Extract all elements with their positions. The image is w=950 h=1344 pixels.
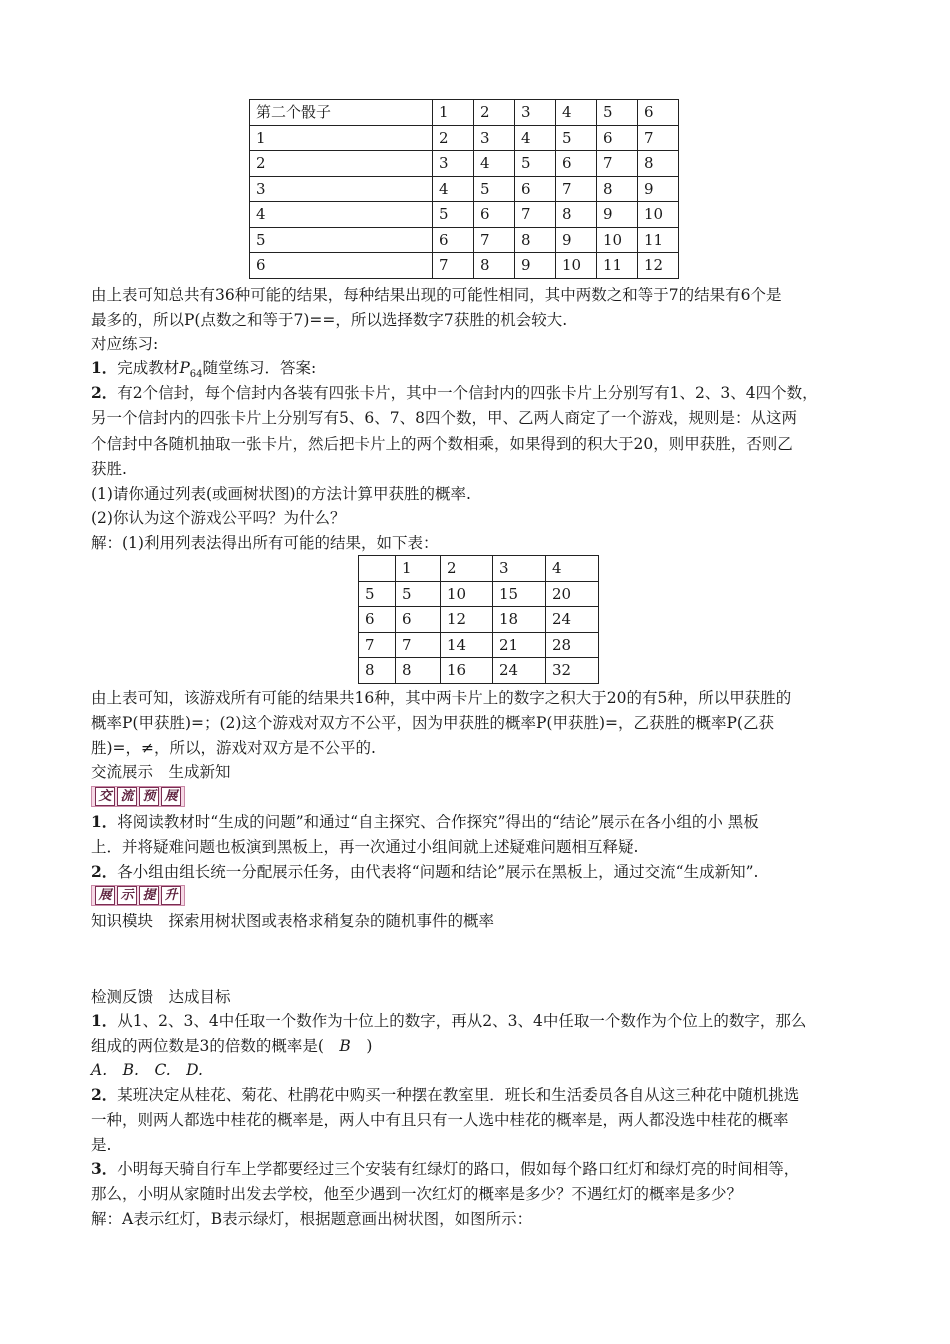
table-cell: 5 [250,227,433,253]
table-cell: 11 [638,227,679,253]
page-ref: P [179,359,190,377]
table-cell: 8 [638,151,679,177]
paragraph-line: 是. [91,1136,112,1154]
paragraph-line: 另一个信封内的四张卡片上分别写有5、6、7、8四个数，甲、乙两人商定了一个游戏，规则是：从这两 [91,409,797,427]
table-cell: 6 [597,125,638,151]
paragraph-line: (2)你认为这个游戏公平吗？为什么？ [91,509,346,527]
table-cell: 15 [493,581,546,607]
table-cell: 5 [474,176,515,202]
item-number: 2． [91,1085,118,1104]
section-heading: 交流展示 生成新知 [91,763,231,781]
table-cell: 8 [474,253,515,279]
badge-char: 提 [139,886,159,905]
table-cell: 5 [556,125,597,151]
paragraph-line: (1)请你通过列表(或画树状图)的方法计算甲获胜的概率. [91,485,471,503]
badge-char: 示 [117,886,137,905]
table-cell: 7 [638,125,679,151]
item-number: 2． [91,862,118,881]
badge-char: 流 [117,787,137,806]
table-cell: 3 [493,556,546,582]
table-cell: 4 [556,100,597,126]
table-row [250,253,679,279]
section-badge-exchange [91,786,185,807]
exercise-1 [91,358,316,385]
paragraph-line: 由上表可知，该游戏所有可能的结果共16种，其中两卡片上的数字之积大于20的有5种，所以甲获胜的 [91,689,792,707]
item-number: 1． [91,1011,118,1030]
table-cell: 32 [546,658,599,684]
table-cell: 3 [433,151,474,177]
table-cell: 6 [556,151,597,177]
paragraph-line: 由上表可知总共有36种可能的结果，每种结果出现的可能性相同，其中两数之和等于7的结果有6个是 [91,286,782,304]
table-cell: 7 [597,151,638,177]
table-row [250,202,679,228]
table-cell: 5 [359,581,396,607]
paragraph-line: 一种，则两人都选中桂花的概率是，两人中有且只有一人选中桂花的概率是，两人都没选中桂花的概率 [91,1111,789,1129]
table-cell: 1 [396,556,441,582]
table-cell: 10 [597,227,638,253]
item-number: 2． [91,383,118,402]
exercise-2 [91,383,818,403]
table-cell: 3 [474,125,515,151]
table-cell: 12 [638,253,679,279]
paragraph-line: 获胜. [91,460,127,478]
table-cell: 8 [515,227,556,253]
table-cell: 5 [597,100,638,126]
paragraph-line: 个信封中各随机抽取一张卡片，然后把卡片上的两个数相乘，如果得到的积大于20，则甲获胜，否则乙 [91,435,793,453]
section-heading: 知识模块 探索用树状图或表格求稍复杂的随机事件的概率 [91,912,495,930]
table-cell: 3 [250,176,433,202]
table-cell: 8 [396,658,441,684]
step-1 [91,812,759,832]
table-row [250,125,679,151]
table-cell: 4 [515,125,556,151]
exercise-text: 有2个信封，每个信封内各装有四张卡片，其中一个信封内的四张卡片上分别写有1、2、3、4四个数， [117,384,818,402]
table-cell: 4 [474,151,515,177]
table-cell: 7 [474,227,515,253]
question-1-answer-line [91,1036,372,1056]
question-3 [91,1159,799,1179]
question-text: 某班决定从桂花、菊花、杜鹃花中购买一种摆在教室里．班长和生活委员各自从这三种花中随机挑选 [117,1086,800,1104]
badge-char: 交 [95,787,115,806]
table-cell: 2 [433,125,474,151]
table-cell: 4 [250,202,433,228]
paragraph-line: 那么，小明从家随时出发去学校，他至少遇到一次红灯的概率是多少？不遇红灯的概率是多少？ [91,1185,743,1203]
table-cell: 7 [556,176,597,202]
table-cell: 8 [597,176,638,202]
table-cell: 10 [556,253,597,279]
table-row [359,632,599,658]
section-heading: 检测反馈 达成目标 [91,988,231,1006]
exercise-text: 完成教材 [117,359,180,377]
table-cell: 21 [493,632,546,658]
table-row [250,151,679,177]
step-text: 各小组由组长统一分配展示任务，由代表将“问题和结论”展示在黑板上，通过交流“生成新知”. [117,863,759,881]
question-text: 组成的两位数是3的倍数的概率是( [91,1037,340,1055]
question-2 [91,1085,799,1105]
table-cell: 12 [441,607,493,633]
table-cell: 18 [493,607,546,633]
table-cell [359,556,396,582]
page-ref-number: 64 [189,369,203,381]
table-cell: 5 [433,202,474,228]
table-cell: 2 [474,100,515,126]
badge-char: 展 [161,787,181,806]
paragraph-line: 胜)=，≠，所以，游戏对双方是不公平的. [91,739,376,757]
table-cell: 6 [359,607,396,633]
table-cell: 5 [396,581,441,607]
table-cell: 2 [441,556,493,582]
table-cell: 6 [433,227,474,253]
paragraph-line: 对应练习: [91,335,159,353]
badge-char: 升 [161,886,181,905]
table-cell: 10 [441,581,493,607]
question-1 [91,1011,806,1031]
table-cell: 7 [515,202,556,228]
table-row [359,581,599,607]
table-cell: 3 [515,100,556,126]
table-cell: 6 [638,100,679,126]
table-cell: 4 [546,556,599,582]
table-cell: 6 [515,176,556,202]
table-cell: 1 [433,100,474,126]
table-header-row [250,100,679,126]
table-cell: 9 [638,176,679,202]
table-cell: 16 [441,658,493,684]
table-header-row [359,556,599,582]
table-cell: 6 [474,202,515,228]
table-row [250,176,679,202]
table-cell: 9 [597,202,638,228]
paragraph-line: 解：(1)利用列表法得出所有可能的结果，如下表： [91,534,439,552]
badge-char: 展 [95,886,115,905]
table-cell: 6 [396,607,441,633]
table-cell: 20 [546,581,599,607]
table-cell: 7 [433,253,474,279]
table-row [359,607,599,633]
table-row [359,658,599,684]
table-cell: 14 [441,632,493,658]
card-product-table [358,555,599,684]
table-row [250,227,679,253]
table-cell: 9 [515,253,556,279]
paragraph-line: 最多的，所以P(点数之和等于7)==，所以选择数字7获胜的机会较大. [91,311,568,329]
table-cell: 9 [556,227,597,253]
exercise-text: 随堂练习．答案: [202,359,317,377]
step-text: 将阅读教材时“生成的问题”和通过“自主探究、合作探究”得出的“结论”展示在各小组的小 黑板 [117,813,759,831]
paragraph-line: 解：A表示红灯，B表示绿灯，根据题意画出树状图，如图所示： [91,1210,533,1228]
question-text: 从1、2、3、4中任取一个数作为十位上的数字，再从2、3、4中任取一个数作为个位上的数字，那么 [117,1012,807,1030]
table-cell: 24 [546,607,599,633]
table-cell: 4 [433,176,474,202]
question-text: ) [350,1037,373,1055]
item-number: 1． [91,358,118,377]
section-badge-display [91,885,185,906]
answer-choice: B [339,1037,351,1055]
table-cell: 5 [515,151,556,177]
table-cell: 1 [250,125,433,151]
table-cell: 8 [556,202,597,228]
step-2 [91,862,758,882]
options-line: A. B. C. D. [91,1061,203,1079]
table-cell: 10 [638,202,679,228]
paragraph-line: 上．并将疑难问题也板演到黑板上，再一次通过小组间就上述疑难问题相互释疑. [91,838,639,856]
question-text: 小明每天骑自行车上学都要经过三个安装有红绿灯的路口，假如每个路口红灯和绿灯亮的时间相等， [117,1160,800,1178]
item-number: 1． [91,812,118,831]
table-cell: 6 [250,253,433,279]
table-cell: 11 [597,253,638,279]
table-cell: 2 [250,151,433,177]
paragraph-line: 概率P(甲获胜)=；(2)这个游戏对双方不公平，因为甲获胜的概率P(甲获胜)=，乙获胜的概率P(乙获 [91,714,774,732]
table-cell: 7 [359,632,396,658]
badge-char: 预 [139,787,159,806]
table-cell: 7 [396,632,441,658]
table-cell: 28 [546,632,599,658]
table-cell: 第二个骰子 [250,100,433,126]
table-cell: 24 [493,658,546,684]
dice-sum-table [249,99,679,279]
item-number: 3． [91,1159,118,1178]
table-cell: 8 [359,658,396,684]
